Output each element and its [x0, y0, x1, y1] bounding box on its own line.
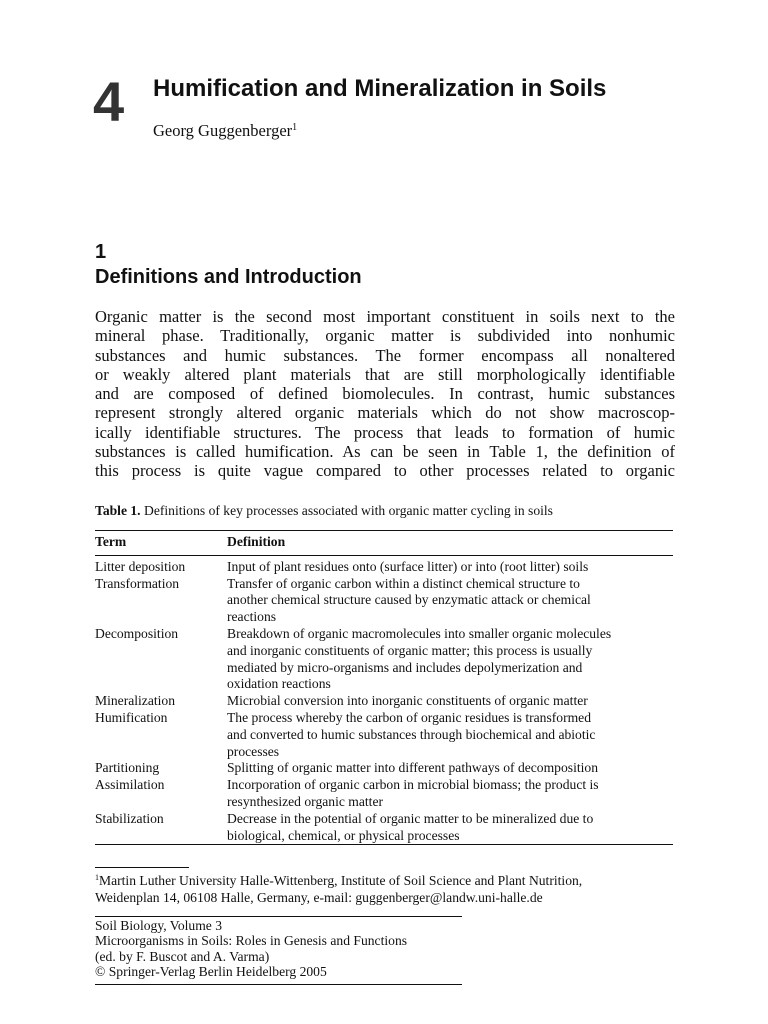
book-info-line: © Springer-Verlag Berlin Heidelberg 2005: [95, 963, 327, 979]
body-line: substances is called humification. As can be seen in Table 1, the definition of: [95, 442, 675, 462]
definition-line: biological, chemical, or physical processes: [227, 827, 460, 843]
term-cell: Transformation: [95, 575, 180, 591]
table-row: [95, 777, 673, 811]
body-line: Organic matter is the second most important constituent in soils next to the: [95, 307, 675, 326]
definition-cell: [227, 811, 673, 845]
author-note-marker: 1: [292, 122, 298, 133]
body-line: this process is quite vague compared to other processes related to organic: [95, 461, 675, 481]
term-cell: Decomposition: [95, 625, 179, 641]
definition-line: Input of plant residues onto (surface litter) or into (root litter) soils: [227, 558, 589, 574]
definition-cell: [227, 710, 673, 760]
footnote-line: Martin Luther University Halle-Wittenberg, Institute of Soil Science and Plant Nutrition,: [99, 873, 583, 888]
term-cell: Partitioning: [95, 760, 160, 776]
chapter-author: [153, 117, 297, 142]
definition-line: oxidation reactions: [227, 676, 331, 692]
definition-cell: [227, 626, 673, 693]
table-row: [95, 693, 673, 710]
book-info: [95, 918, 407, 979]
definition-cell: [227, 556, 673, 576]
term-cell: Stabilization: [95, 810, 164, 826]
term-cell: Humification: [95, 709, 168, 725]
book-info-line: (ed. by F. Buscot and A. Varma): [95, 948, 270, 964]
body-line: represent strongly altered organic materials which do not show macroscop-: [95, 403, 675, 423]
footnote: [95, 870, 685, 907]
header-term: Term: [95, 534, 127, 549]
book-info-line: Microorganisms in Soils: Roles in Genesis and Functions: [95, 933, 408, 949]
definition-line: and converted to humic substances through biochemical and abiotic: [227, 726, 596, 742]
footnote-line: Weidenplan 14, 06108 Halle, Germany, e-mail: guggenberger@landw.uni-halle.de: [95, 889, 543, 905]
definition-line: and inorganic constituents of organic matter; this process is usually: [227, 642, 593, 658]
table-caption-text: Definitions of key processes associated with organic matter cycling in soils: [144, 503, 553, 518]
body-line: and are composed of defined biomolecules. In contrast, humic substances: [95, 384, 675, 404]
definition-line: Incorporation of organic carbon in microbial biomass; the product is: [227, 777, 599, 793]
definition-line: Breakdown of organic macromolecules into smaller organic molecules: [227, 625, 612, 641]
book-info-bottom-rule: [95, 984, 462, 985]
table-caption: [95, 502, 695, 520]
body-line: substances and humic substances. The former encompass all nonaltered: [95, 345, 675, 365]
author-name: Georg Guggenberger: [153, 121, 293, 140]
footnote-rule: [95, 867, 189, 868]
definition-line: reactions: [227, 609, 277, 625]
definition-line: Decrease in the potential of organic matter to be mineralized due to: [227, 810, 594, 826]
term-cell: Mineralization: [95, 693, 176, 709]
definitions-table: [95, 530, 673, 845]
body-line: or weakly altered plant materials that are still morphologically identifiable: [95, 364, 675, 384]
book-info-top-rule: [95, 916, 462, 917]
body-line: ically identifiable structures. The process that leads to formation of humic: [95, 422, 675, 442]
definition-line: mediated by micro-organisms and includes depolymerization and: [227, 659, 583, 675]
section-number: 1: [95, 241, 107, 263]
definition-line: The process whereby the carbon of organic residues is transformed: [227, 709, 592, 725]
table-body: [95, 555, 673, 844]
term-cell: Assimilation: [95, 777, 165, 793]
table-row: [95, 626, 673, 693]
book-info-line: Soil Biology, Volume 3: [95, 918, 223, 933]
table-row: [95, 760, 673, 777]
definition-cell: [227, 693, 673, 710]
definition-line: Microbial conversion into inorganic constituents of organic matter: [227, 693, 588, 709]
body-paragraph: [95, 307, 675, 481]
table-row: [95, 811, 673, 845]
definitions-table-grid: [95, 531, 673, 844]
definition-cell: [227, 760, 673, 777]
table-caption-label: Table 1.: [95, 503, 141, 518]
definition-line: resynthesized organic matter: [227, 793, 384, 809]
definition-cell: [227, 576, 673, 626]
definition-cell: [227, 777, 673, 811]
table-row: [95, 556, 673, 576]
footnote-marker: 1: [95, 873, 99, 882]
definition-line: Transfer of organic carbon within a distinct chemical structure to: [227, 575, 580, 591]
definition-line: processes: [227, 743, 280, 759]
chapter-number: 4: [93, 70, 125, 133]
definition-line: another chemical structure caused by enzymatic attack or chemical: [227, 592, 591, 608]
body-line: mineral phase. Traditionally, organic matter is subdivided into nonhumic: [95, 326, 675, 346]
header-definition: Definition: [227, 534, 286, 549]
definition-line: Splitting of organic matter into different pathways of decomposition: [227, 760, 598, 776]
table-header-row: [95, 531, 673, 555]
table-row: [95, 576, 673, 626]
chapter-title: Humification and Mineralization in Soils: [153, 75, 607, 102]
section-title: Definitions and Introduction: [95, 266, 362, 288]
table-bottom-rule: [95, 844, 673, 845]
term-cell: Litter deposition: [95, 558, 186, 574]
table-row: [95, 710, 673, 760]
